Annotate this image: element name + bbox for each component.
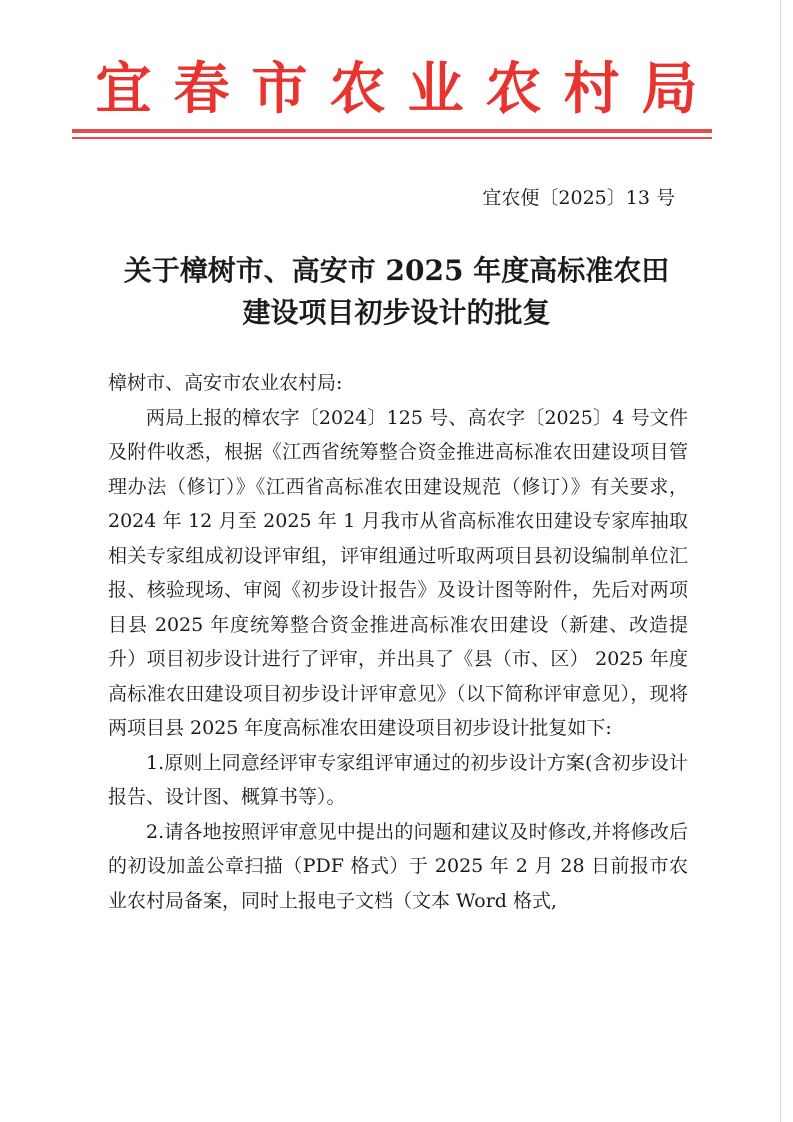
body-item-1: 1.原则上同意经评审专家组评审通过的初步设计方案(含初步设计报告、设计图、概算书等）。	[108, 751, 688, 808]
header-rule-thin	[72, 137, 712, 139]
header-rule-thick	[72, 129, 712, 133]
agency-header: 宜春市农业农村局	[95, 56, 720, 122]
document-number: 宜农便〔2025〕13 号	[482, 187, 675, 209]
body-paragraph: 两局上报的樟农字〔2024〕125 号、高农字〔2025〕4 号文件及附件收悉，根据《江西省统筹整合资金推进高标准农田建设项目管理办法（修订）》《江西省高标准农田建设规范（修订）》有关要求，2024 年 12 月至 2025 年 1 月我市从省高标准农田建设专家库抽取相关专家组成初设评审组，评审组通过听取两项目县初设编制单位汇报、核验现场、审阅《初步设计报告》及设计图等附件，先后对两项目县 2025 年度统筹整合资金推进高标准农田建设（新建、改造提升）项目初步设计进行了评审，并出具了《县（市、区） 2025 年度高标准农田建设项目初步设计评审意见》（以下简称评审意见），现将两项目县 2025 年度高标准农田建设项目初步设计批复如下:	[108, 406, 688, 739]
document-title	[0, 250, 793, 334]
title-line-1: 关于樟树市、高安市 2025 年度高标准农田	[123, 254, 670, 287]
document-body	[108, 366, 688, 918]
title-line-2: 建设项目初步设计的批复	[242, 296, 551, 329]
salutation: 樟树市、高安市农业农村局:	[108, 372, 343, 394]
page-edge-line	[780, 0, 781, 1122]
body-item-2: 2.请各地按照评审意见中提出的问题和建议及时修改,并将修改后的初设加盖公章扫描（PDF 格式）于 2025 年 2 月 28 日前报市农业农村局备案，同时上报电子文档（文本 Word 格式,	[108, 820, 688, 912]
